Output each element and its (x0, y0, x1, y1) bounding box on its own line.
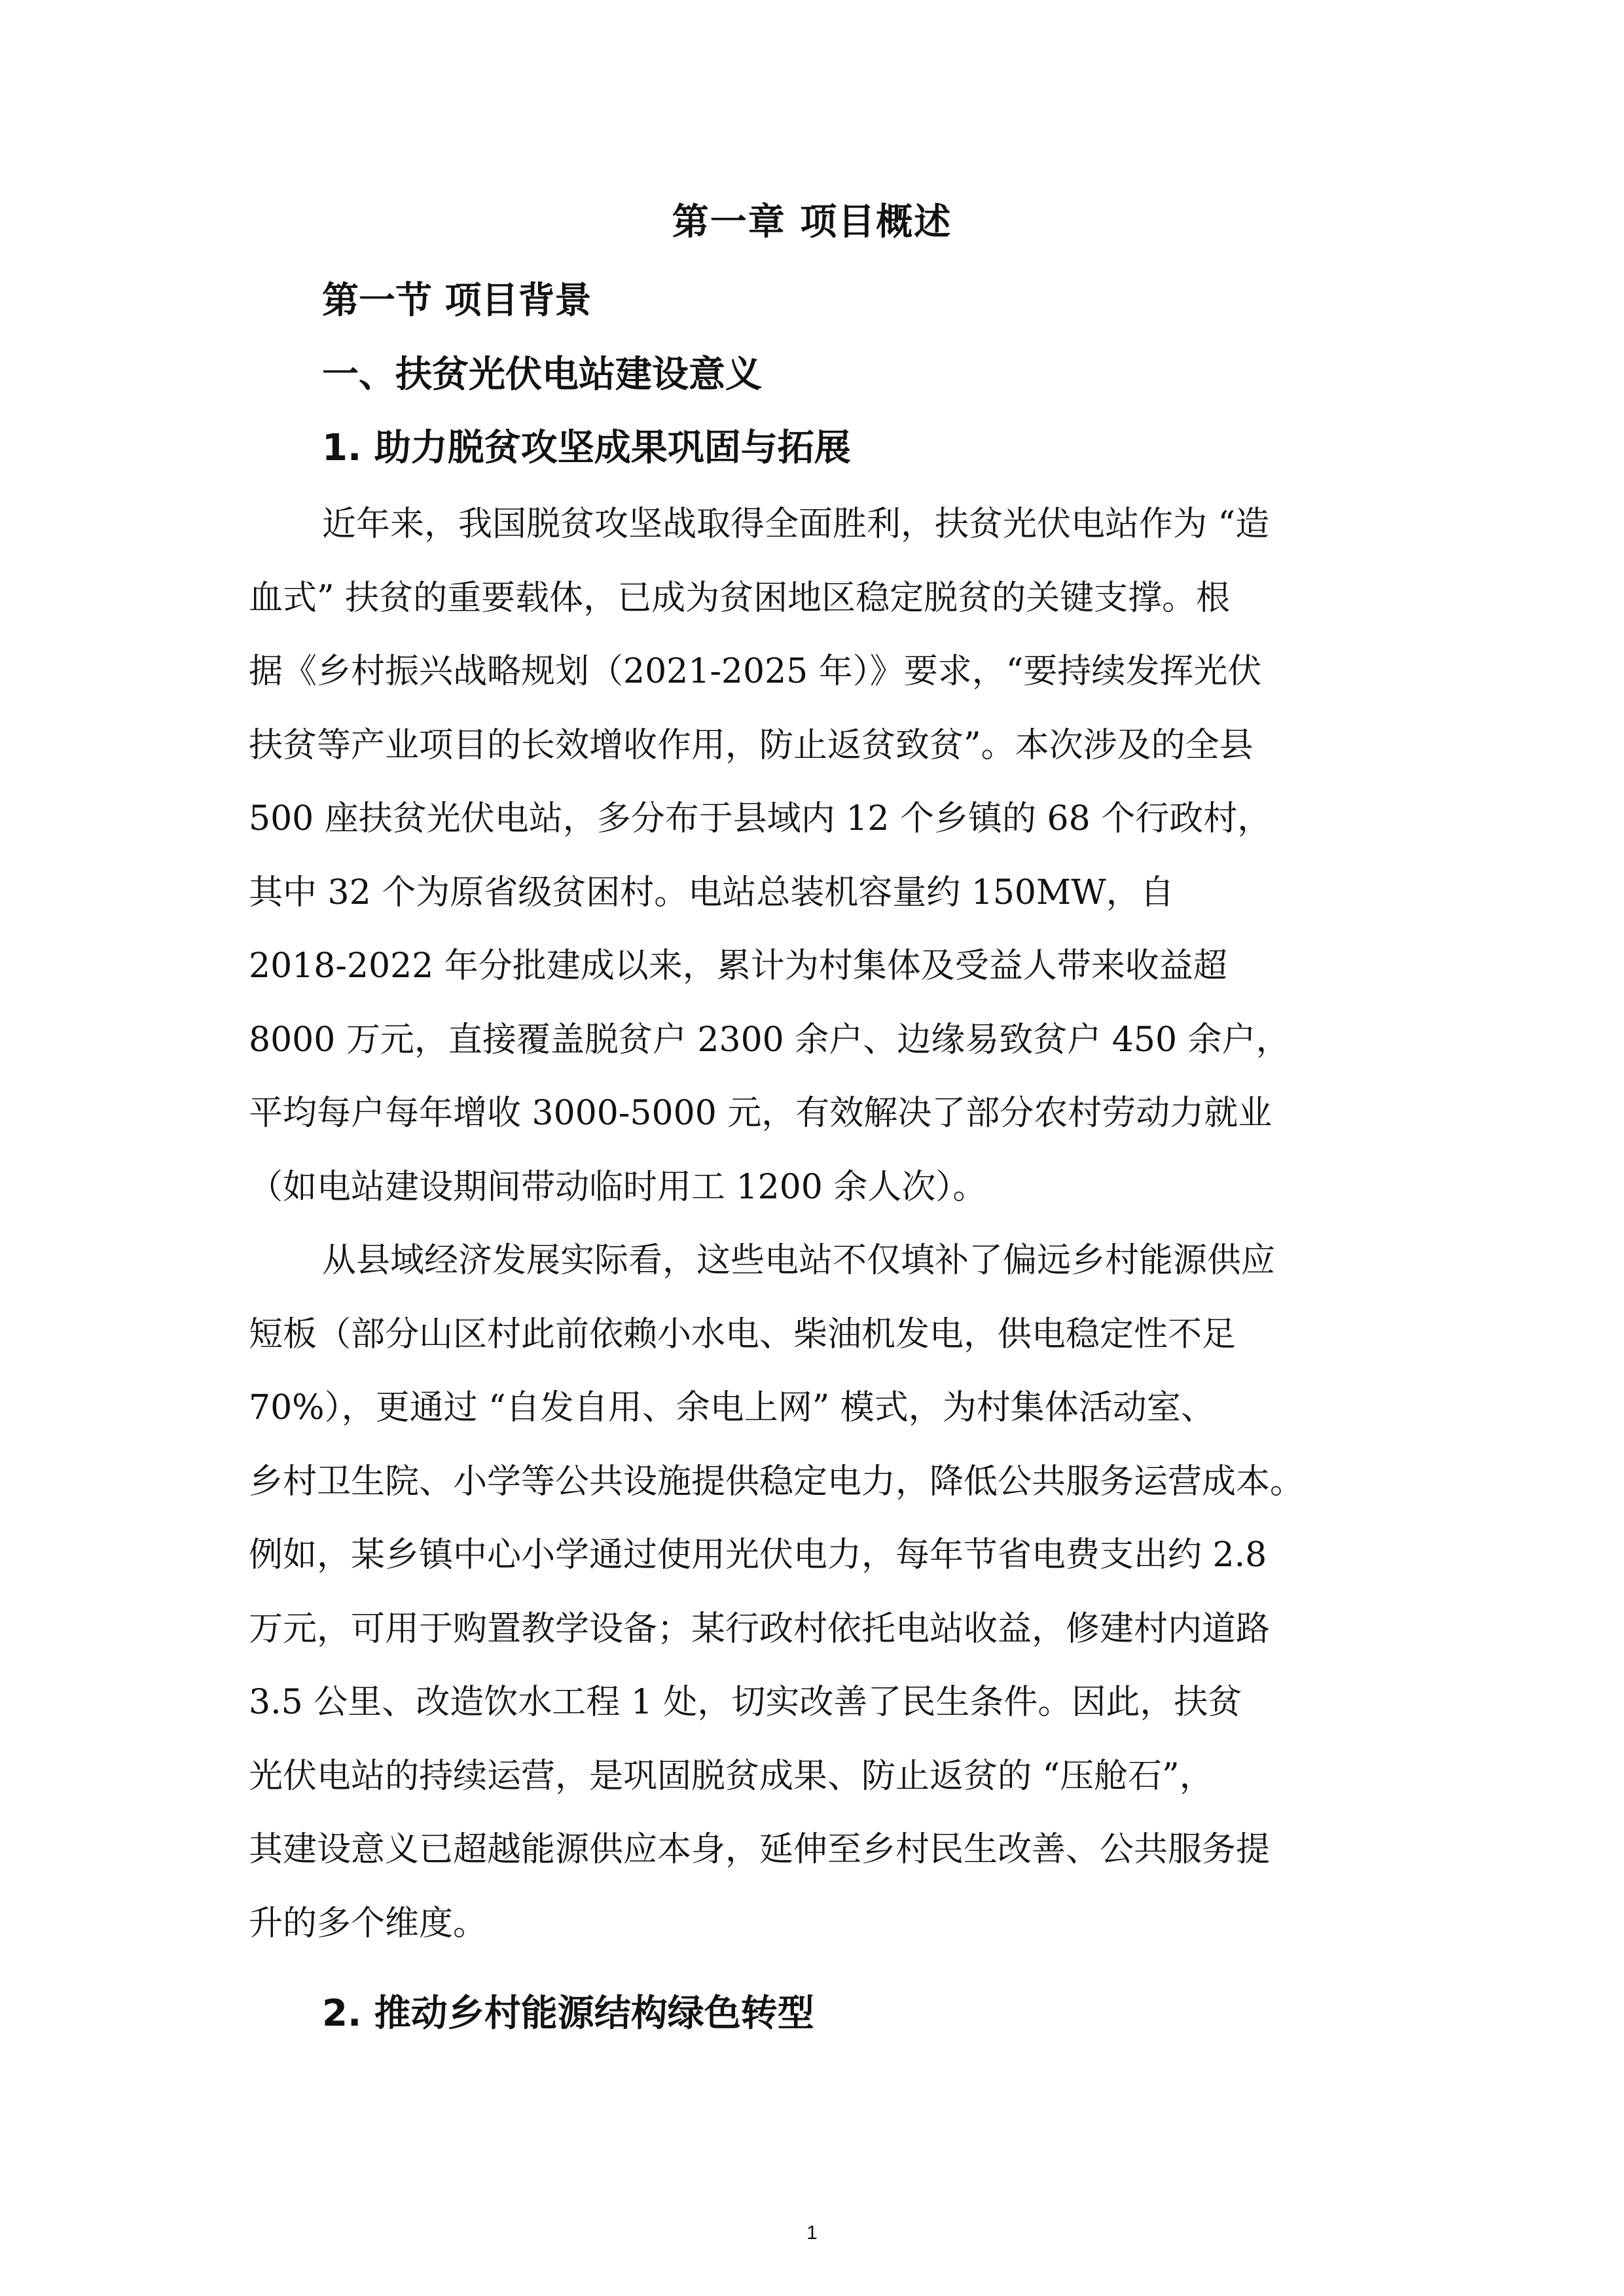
paragraph-line: 8000 万元，直接覆盖脱贫户 2300 余户、边缘易致贫户 450 余户， (249, 1020, 1290, 1060)
paragraph-line: 据《乡村振兴战略规划（2021-2025 年）》要求，“要持续发挥光伏 (249, 652, 1262, 691)
paragraph-1 (249, 488, 1375, 1224)
paragraph-line: 3.5 公里、改造饮水工程 1 处，切实改善了民生条件。因此，扶贫 (249, 1683, 1242, 1722)
paragraph-line: 从县域经济发展实际看，这些电站不仅填补了偏远乡村能源供应 (322, 1241, 1276, 1280)
paragraph-2 (249, 1224, 1375, 1960)
paragraph-line: 乡村卫生院、小学等公共设施提供稳定电力，降低公共服务运营成本。 (249, 1462, 1305, 1501)
paragraph-line: 升的多个维度。 (249, 1903, 488, 1943)
page-number: 1 (806, 2222, 818, 2244)
paragraph-line: 其中 32 个为原省级贫困村。电站总装机容量约 150MW，自 (249, 872, 1174, 912)
item-1-title: 1. 助力脱贫攻坚成果巩固与拓展 (322, 427, 851, 469)
section-title: 第一节 项目背景 (322, 279, 592, 322)
paragraph-line: 血式” 扶贫的重要载体，已成为贫困地区稳定脱贫的关键支撑。根 (249, 578, 1231, 618)
paragraph-line: 500 座扶贫光伏电站，多分布于县域内 12 个乡镇的 68 个行政村， (249, 799, 1272, 838)
paragraph-line: 万元，可用于购置教学设备；某行政村依托电站收益，修建村内道路 (249, 1609, 1271, 1649)
paragraph-line: 其建设意义已超越能源供应本身，延伸至乡村民生改善、公共服务提 (249, 1830, 1271, 1869)
subsection-title: 一、扶贫光伏电站建设意义 (322, 353, 762, 396)
paragraph-line: 平均每户每年增收 3000-5000 元，有效解决了部分农村劳动力就业 (249, 1094, 1272, 1133)
paragraph-line: 扶贫等产业项目的长效增收作用，防止返贫致贫”。本次涉及的全县 (249, 725, 1254, 765)
paragraph-line: 光伏电站的持续运营，是巩固脱贫成果、防止返贫的 “压舱石”， (249, 1756, 1214, 1796)
paragraph-line: 70%），更通过 “自发自用、余电上网” 模式，为村集体活动室、 (249, 1388, 1215, 1427)
paragraph-line: （如电站建设期间带动临时用工 1200 余人次）。 (249, 1167, 987, 1207)
paragraph-line: 近年来，我国脱贫攻坚战取得全面胜利，扶贫光伏电站作为 “造 (322, 505, 1270, 544)
item-2-title: 2. 推动乡村能源结构绿色转型 (322, 1992, 814, 2035)
paragraph-line: 2018-2022 年分批建成以来，累计为村集体及受益人带来收益超 (249, 946, 1227, 986)
chapter-title: 第一章 项目概述 (672, 201, 952, 243)
paragraph-line: 短板（部分山区村此前依赖小水电、柴油机发电，供电稳定性不足 (249, 1314, 1236, 1354)
paragraph-line: 例如，某乡镇中心小学通过使用光伏电力，每年节省电费支出约 2.8 (249, 1535, 1267, 1575)
